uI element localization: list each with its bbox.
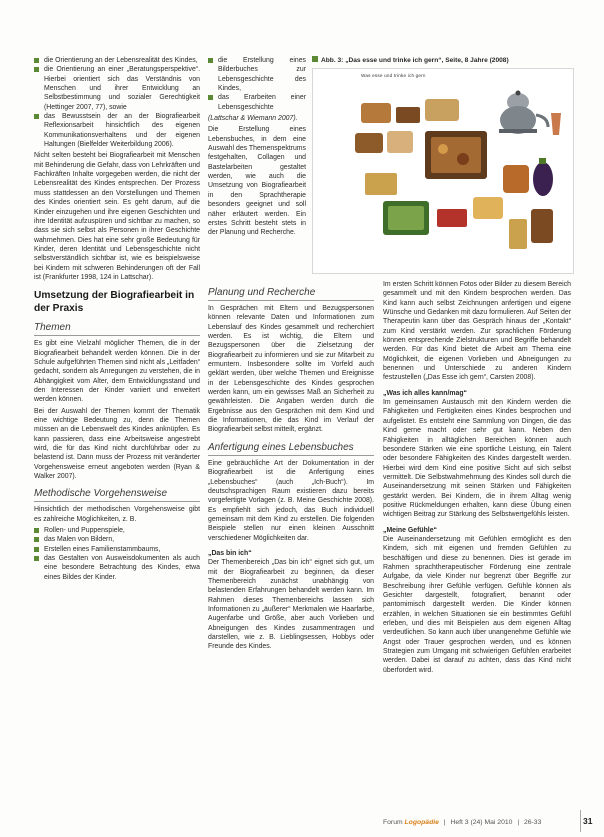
collage-title: Was esse und trinke ich gern <box>361 73 426 78</box>
package-icon <box>365 173 397 195</box>
paragraph: Bei der Auswahl der Themen kommt der Thematik eine wichtige Bedeutung zu, denn die Themen müssen an die Lebenswelt des Kindes anknüpfen. Es kann passieren, dass eine Arbeitsweise angestrebt wird, die für das Kind nicht durchführbar oder zu belastend ist. Dann muss der Prozess mit veränderter Vorgehensweise erneut angeboten werden (Ryan & Walker 2007). <box>34 407 200 481</box>
journal-name: Forum <box>383 819 403 826</box>
issue-info: Heft 3 (24) Mai 2010 <box>450 819 513 826</box>
paragraph: Im ersten Schritt können Fotos oder Bilder zu diesem Bereich gesammelt und mit den Kindern besprochen werden. Das Kind kann auch selbst Zeichnungen anfertigen und eigene Wünsche und Gedanken mit dazu formulieren. Auf Seiten der Therapeutin kann über das Gespräch hinaus der „Kontakt“ zum Kind verstärkt werden. Zur sprachlichen Förderung können entsprechende Zielstrukturen und Begriffe behandelt werden. Für das Kind bietet die Arbeit am Thema eine Möglichkeit, die eigenen Vorlieben und Abneigungen zu benennen und Unterschiede zu anderen Kindern festzustellen („Das Esse ich gern“, Carsten 2008). <box>383 281 571 382</box>
text-column-3 <box>383 280 571 677</box>
bullet-square-icon <box>34 547 39 552</box>
bullet-square-icon <box>34 58 39 63</box>
list-item: Erstellen eines Familienstammbaums, <box>34 545 200 554</box>
teapot-icon <box>499 91 548 135</box>
tea-glass-icon <box>551 113 561 135</box>
journal-brand: Logopädie <box>404 819 439 826</box>
bullet-square-icon <box>34 67 39 72</box>
paragraph: Eine gebräuchliche Art der Dokumentation in der Biografiearbeit ist die Anfertigung eines „Lebensbuches“ (auch „Ich-Buch“). Im deutschsprachigen Raum existieren dazu bereits vorgefertigte Vorlagen (z. B. Meine Geschichte 2008). Es empfiehlt sich jedoch, das Buch individuell gemeinsam mit dem Kind zu erstellen. Die folgenden Beispiele stellen nur einen kleinen Ausschnitt verschiedener Möglichkeiten dar. <box>208 459 374 542</box>
text-column-1 <box>34 56 200 584</box>
separator: | <box>443 819 446 826</box>
food-collage-illustration <box>313 69 573 273</box>
citation: (Lattschar & Wiemann 2007). <box>208 115 298 123</box>
bullet-square-icon <box>34 537 39 542</box>
subheading-methodisch: Methodische Vorgehensweise <box>34 488 200 502</box>
snack-icon <box>355 133 383 153</box>
list-item: das Malen von Bildern, <box>34 535 200 544</box>
eggplant-icon <box>533 158 553 196</box>
page-range: 26-33 <box>523 819 542 826</box>
divider <box>580 810 581 832</box>
example-heading: „Das bin ich“ <box>208 549 252 557</box>
list-item: Rollen- und Puppenspiele, <box>34 526 200 535</box>
subheading-planung: Planung und Recherche <box>208 287 374 301</box>
dish-icon <box>503 165 529 193</box>
methods-list-cont <box>208 56 306 112</box>
biscuit-icon <box>387 131 413 153</box>
cake-icon <box>425 99 459 121</box>
section-heading: Umsetzung der Biografiearbeit in der Praxis <box>34 290 195 314</box>
bullet-square-icon <box>208 95 213 100</box>
example-heading: „Meine Gefühle“ <box>383 526 437 534</box>
figure-caption: Abb. 3: „Das esse und trinke ich gern“, Seite, 8 Jahre (2008) <box>312 56 574 66</box>
paragraph: Hinsichtlich der methodischen Vorgehensweise gibt es zahlreiche Möglichkeiten, z. B. <box>34 506 200 523</box>
example-heading: „Was ich alles kann/mag“ <box>383 389 467 397</box>
list-item: das Gestalten von Ausweisdokumenten als auch eine besondere Betrachtung des Kindes, etwa eines Bildes der Kinder. <box>34 554 200 582</box>
paragraph: Die Auseinandersetzung mit Gefühlen ermöglicht es den Kindern, sich mit eigenen und fremden Gefühlen zu beschäftigen und diese zu benennen. Dies ist gerade im Rahmen sprachtherapeutischer Förderung eine zentrale Aufgabe, da viele Kinder nur begrenzt über Begriffe zur Beschreibung ihrer Gefühle verfügen. Gefühle können als Gesichter dargestellt, fotografiert, benannt oder pantomimisch dargestellt werden. Die Kinder können erzählen, in welchen Situationen sie ein bestimmtes Gefühl erleben, und dies mit Beispielen aus dem eigenen Alltag verdeutlichen. So kann auch über unangenehme Gefühle wie Angst oder Trauer gesprochen werden, und es können Strategien zum Umgang mit schwierigen Gefühlen erarbeitet werden. Dabei ist darauf zu achten, dass das Kind nicht überfordert wird. <box>383 535 571 674</box>
paragraph: Es gibt eine Vielzahl möglicher Themen, die in der Biografiearbeit behandelt werden können. Die in der Schule aufgeführten Themen sind nicht als „Leitfaden“ gedacht, sondern als Anregungen zu verstehen, die in Abhängigkeit vom Alter, dem Entwicklungsstand und den Interessen der Kinder variiert und erweitert werden können. <box>34 340 200 404</box>
paragraph: Der Themenbereich „Das bin ich“ eignet sich gut, um mit der Biografiearbeit zu beginnen, da dieser Themenbereich zunächst unabhängig von belastenden Erfahrungen behandelt werden kann. Im Rahmen dieses Themenbereichs lassen sich Informationen zu „äußerer“ Merkmalen wie Haarfarbe, Augenfarbe und Größe, aber auch Vorlieben und Abneigungen des Kindes zusammentragen und darstellen, wie z. B. Lieblingsessen, Hobbys oder Freunde des Kindes. <box>208 559 374 651</box>
list-item: die Erstellung eines Bilderbuches zur Lebensgeschichte des Kindes, <box>208 56 306 93</box>
figure-3 <box>312 56 574 274</box>
list-item: das Erarbeiten einer Lebensgeschichte <box>208 93 306 112</box>
paragraph: Im gemeinsamen Austausch mit den Kindern werden die Fähigkeiten und Fertigkeiten eines Kindes besprochen und aufgelistet. Es entsteht eine Sammlung von Dingen, die das Kind gerne macht oder sehr gut kann. Neben den Fähigkeiten in alltäglichen Bereichen können auch besondere Stärken wie eine sportliche Leistung, ein Talent oder besondere Fähigkeiten des Kindes dargestellt werden. Hierbei wird dem Kind eine positive Sicht auf sich selbst vermittelt. Die Selbstwahrnehmung des Kindes soll durch die Auseinandersetzung mit seinen Stärken und Fähigkeiten gestärkt werden. Bei Kindern, die in ihrem Alltag wenig positive Rückmeldungen erhalten, kann diese Übung einen wichtigen Beitrag zur Stärkung des Selbstwertgefühls leisten. <box>383 399 571 519</box>
subheading-anfertigung: Anfertigung eines Lebensbuches <box>208 442 374 456</box>
page-number: 31 <box>583 816 593 826</box>
separator: | <box>517 819 520 826</box>
paragraph: Die Erstellung eines Lebensbuches, in dem eine Auswahl des Themenspektrums festgehalten, Collagen und Bastelarbeiten gestaltet werden, wie auch die Umsetzung von Biografiearbeit in den Sprachtherapie besonders geeignet und soll näher erläutert werden. Ein erstes Schritt besteht stets in der Planung und Recherche. <box>208 126 306 237</box>
bullet-square-icon <box>208 58 213 63</box>
text-column-2 <box>208 280 374 654</box>
subheading-themen: Themen <box>34 322 200 336</box>
candy-bar-icon <box>437 209 467 227</box>
text-column-2-upper <box>208 56 306 240</box>
bread-icon <box>361 103 391 123</box>
paragraph: In Gesprächen mit Eltern und Bezugspersonen können relevante Daten und Informationen zum Lebenslauf des Kindes gesammelt und recherchiert werden. Es ist wichtig, die Eltern und Bezugspersonen über die Zielsetzung der Biografiearbeit zu informieren und sie zur Mitarbeit zu ermuntern. Insbesondere sollte im Vorfeld auch geklärt werden, über welche Themen und Ereignisse in der Lebensgeschichte des Kindes gesprochen werden kann, um ein gewisses Maß an Sicherheit zu gewährleisten. Die Angaben werden durch die Ergebnisse aus den Gesprächen mit dem Kind und die Informationen, die das Kind im Verlauf der Biografiearbeit selbst mitteilt, ergänzt. <box>208 305 374 434</box>
page-footer <box>383 818 575 827</box>
fries-icon <box>473 197 503 219</box>
list-item: das Bewusstsein der an der Biografiearbeit Reflexionsarbeit hinsichtlich des eigenen Kommunikationsverhaltens und der eigenen Haltungen (Bielfelder Weiterbildung 2006). <box>34 112 200 149</box>
chocolate-icon <box>396 107 420 123</box>
bullet-square-icon <box>34 114 39 119</box>
caption-square-icon <box>312 56 318 62</box>
paragraph: Nicht selten besteht bei Biografiearbeit mit Menschen mit Behinderung die Gefahr, dass von Lehrkräften und Fachkräften Inhalte vorgegeben werden, die nicht der Lebensrealität des Kindes entsprechen. Der Prozess muss stattdessen an den Vorstellungen und Themen des Kindes orientiert sein. Es geht darum, auf die Kinder einzugehen und ihre eigenen Geschichten und ihre Identität aufzuspüren und sichtbar zu machen, so dass sie sich selbst als Personen in ihrer Geschichte wahrnehmen. Dies hat eine sehr große Bedeutung für Kinder, deren Identität und Lebensgeschichte nicht selbstverständlich sichtbar ist, wie es beispielsweise bei Kindern mit schweren Behinderungen oft der Fall ist (Frankfurter 1998, 124 in Lattschar). <box>34 152 200 281</box>
list-item: die Orientierung an der Lebensrealität des Kindes, <box>34 56 200 65</box>
chocolate-box-icon <box>531 209 553 243</box>
bullet-square-icon <box>34 556 39 561</box>
bullet-square-icon <box>34 528 39 533</box>
list-item: die Orientierung an einer „Beratungsperspektive“. Hierbei orientiert sich das Verständnis von Menschen und ihrer Entwicklung an Selbstbestimmung und sozialer Gerechtigkeit (Hettinger 2007, 77), sowie <box>34 65 200 112</box>
drink-icon <box>509 219 527 249</box>
principles-list <box>34 56 200 149</box>
methods-list <box>34 526 200 582</box>
food-collage-image <box>312 68 574 274</box>
